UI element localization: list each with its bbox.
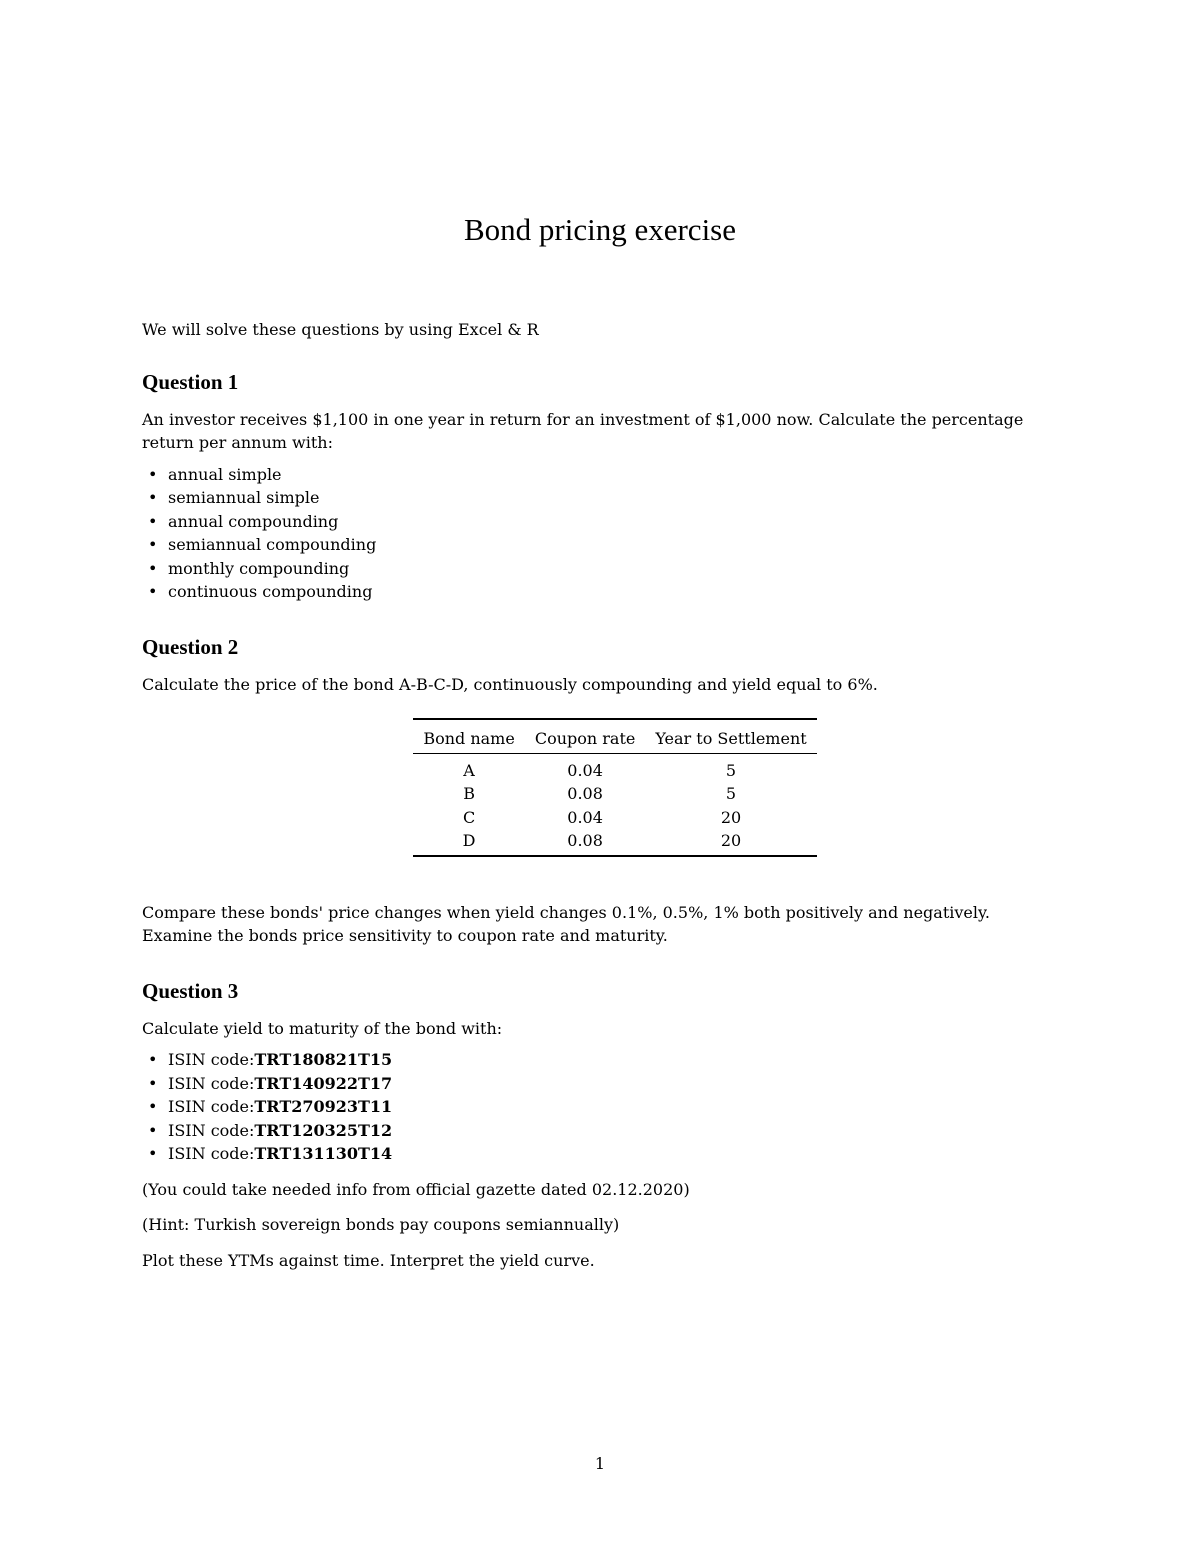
question-3-heading: Question 3 xyxy=(142,978,239,1003)
question-2-heading: Question 2 xyxy=(142,634,239,659)
table-cell: 5 xyxy=(725,760,737,780)
question-1-text-line-1: An investor receives $1,100 in one year in return for an investment of $1,000 now. Calculate the percentage xyxy=(142,409,1024,429)
bond-table xyxy=(413,718,816,857)
table-cell: A xyxy=(463,760,475,780)
isin-label: ISIN code: xyxy=(168,1120,255,1140)
column-header-year-to-settlement: Year to Settlement xyxy=(645,719,816,753)
closing-instruction: Plot these YTMs against time. Interpret the yield curve. xyxy=(142,1250,595,1270)
list-item: • semiannual simple xyxy=(168,486,1062,510)
column-header-coupon-rate: Coupon rate xyxy=(525,719,646,753)
gazette-note: (You could take needed info from official gazette dated 02.12.2020) xyxy=(142,1179,690,1199)
table-row xyxy=(413,753,816,782)
isin-label: ISIN code: xyxy=(168,1073,255,1093)
question-1-text-line-2: return per annum with: xyxy=(142,433,333,452)
list-item xyxy=(168,1142,1062,1166)
column-header-bond-name: Bond name xyxy=(413,719,525,753)
list-item xyxy=(168,1072,1062,1096)
table-row xyxy=(413,782,816,806)
list-item xyxy=(168,1095,1062,1119)
intro-text: We will solve these questions by using Excel & R xyxy=(142,320,539,339)
table-cell: 0.04 xyxy=(567,760,603,780)
table-header-row xyxy=(413,719,816,753)
table-cell: 5 xyxy=(725,784,737,803)
question-2-text: Calculate the price of the bond A-B-C-D, continuously compounding and yield equal to 6%. xyxy=(142,674,878,694)
table-cell: 0.08 xyxy=(567,784,603,803)
question-1-section xyxy=(142,369,1062,604)
isin-code: TRT270923T11 xyxy=(254,1097,393,1116)
list-item: • continuous compounding xyxy=(168,580,1062,604)
isin-code: TRT120325T12 xyxy=(254,1120,393,1140)
question-2-compare-text xyxy=(142,901,1062,948)
table-cell: 0.08 xyxy=(525,829,646,856)
table-row xyxy=(413,829,816,856)
question-1-list xyxy=(142,463,1062,604)
compare-text-line-1: Compare these bonds' price changes when yield changes 0.1%, 0.5%, 1% both positively and negatively. xyxy=(142,902,991,922)
table-row xyxy=(413,806,816,830)
hint-note: (Hint: Turkish sovereign bonds pay coupons semiannually) xyxy=(142,1215,620,1234)
table-cell: D xyxy=(413,829,525,856)
isin-code: TRT140922T17 xyxy=(254,1073,393,1093)
isin-label: ISIN code: xyxy=(168,1144,255,1163)
compare-text-line-2: Examine the bonds price sensitivity to coupon rate and maturity. xyxy=(142,926,668,945)
list-item: • monthly compounding xyxy=(168,557,1062,581)
isin-list xyxy=(142,1048,1062,1166)
isin-label: ISIN code: xyxy=(168,1050,255,1069)
question-3-section xyxy=(142,978,1062,1273)
table-cell: 20 xyxy=(645,829,816,856)
table-cell: B xyxy=(463,784,475,803)
question-2-section xyxy=(142,634,1062,948)
page-number: 1 xyxy=(594,1454,606,1473)
list-item: • annual simple xyxy=(168,463,1062,487)
table-cell: 0.04 xyxy=(567,807,603,827)
document-body xyxy=(142,318,1062,1272)
isin-label: ISIN code: xyxy=(168,1097,255,1116)
isin-code: TRT131130T14 xyxy=(254,1144,393,1163)
table-cell: C xyxy=(462,807,476,827)
list-item: • semiannual compounding xyxy=(168,533,1062,557)
question-1-text xyxy=(142,408,1062,455)
list-item xyxy=(168,1119,1062,1143)
table-cell: 20 xyxy=(720,807,742,827)
document-title: Bond pricing exercise xyxy=(463,212,737,247)
list-item xyxy=(168,1048,1062,1072)
question-1-heading: Question 1 xyxy=(142,369,239,394)
question-3-text: Calculate yield to maturity of the bond with: xyxy=(142,1018,503,1038)
isin-code: TRT180821T15 xyxy=(254,1050,393,1069)
list-item: • annual compounding xyxy=(168,510,1062,534)
